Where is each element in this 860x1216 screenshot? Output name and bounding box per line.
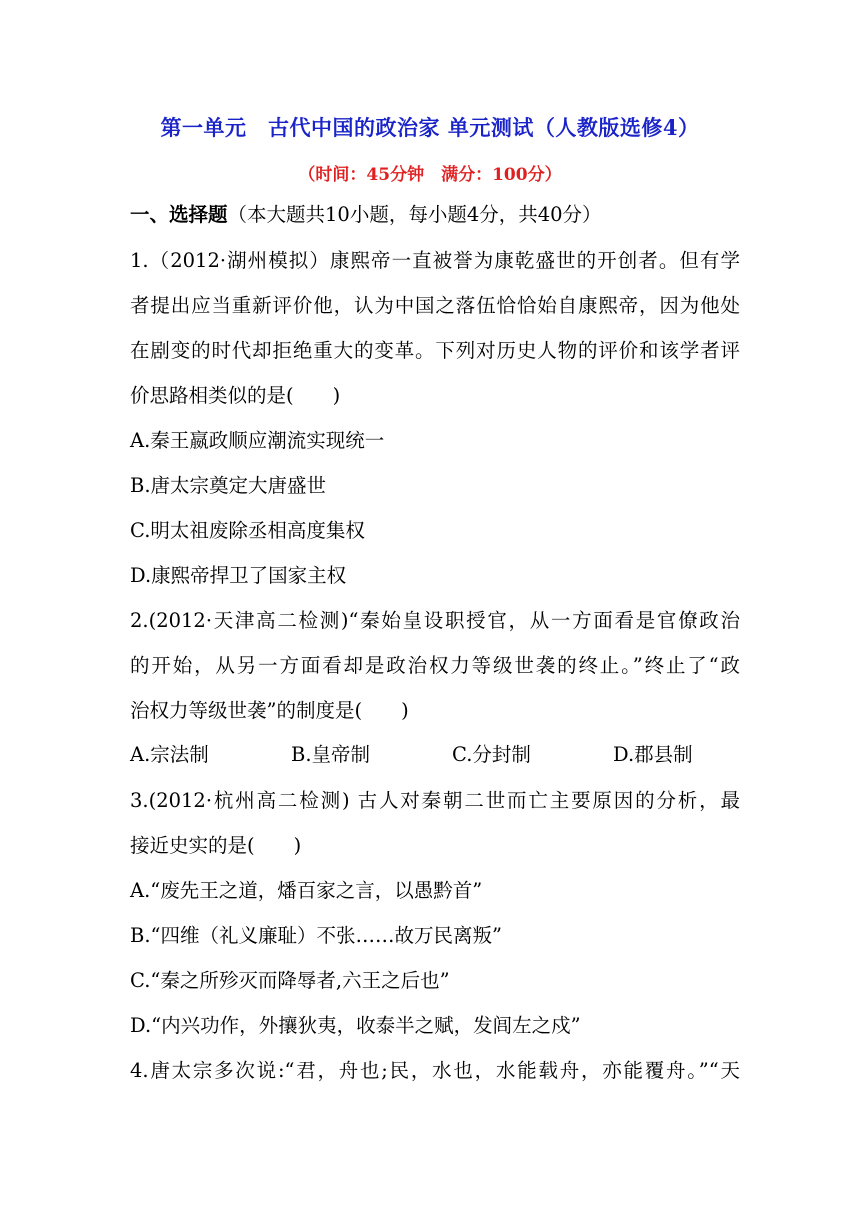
- q1-line-1: 1.（2012·湖州模拟）康熙帝一直被誉为康乾盛世的开创者。但有学: [130, 249, 740, 272]
- document-title: 第一单元 古代中国的政治家 单元测试（人教版选修4）: [160, 115, 700, 140]
- q1-line-2: 者提出应当重新评价他，认为中国之落伍恰恰始自康熙帝，因为他处: [130, 294, 740, 317]
- q3-option-b: B.“四维（礼义廉耻）不张……故万民离叛”: [130, 924, 502, 947]
- section-note: （本大题共10小题，每小题4分，共40分）: [227, 203, 602, 226]
- q1-option-a: A.秦王嬴政顺应潮流实现统一: [130, 429, 385, 452]
- q3-line-2: 接近史实的是( ): [130, 834, 302, 857]
- section-title: 一、选择题: [130, 203, 228, 226]
- q3-option-c: C.“秦之所殄灭而降辱者,六王之后也”: [130, 969, 450, 992]
- q2-option-a: A.宗法制: [130, 743, 209, 766]
- section-heading: [130, 201, 740, 229]
- q1-line-3: 在剧变的时代却拒绝重大的变革。下列对历史人物的评价和该学者评: [130, 339, 740, 362]
- q1-option-b: B.唐太宗奠定大唐盛世: [130, 474, 327, 497]
- q1-option-d: D.康熙帝捍卫了国家主权: [130, 564, 347, 587]
- q2-line-1: 2.(2012·天津高二检测)“秦始皇设职授官，从一方面看是官僚政治: [130, 609, 740, 632]
- q2-line-2: 的开始，从另一方面看却是政治权力等级世袭的终止。”终止了“政: [130, 654, 740, 677]
- q2-option-c: C.分封制: [452, 743, 531, 766]
- document-subtitle: （时间：45分钟 满分：100分）: [298, 165, 562, 185]
- q2-option-b: B.皇帝制: [291, 743, 371, 766]
- q3-option-a: A.“废先王之道，燔百家之言，以愚黔首”: [130, 879, 483, 902]
- q1-option-c: C.明太祖废除丞相高度集权: [130, 519, 365, 542]
- q2-line-3: 治权力等级世袭”的制度是( ): [130, 699, 409, 722]
- q2-option-d: D.郡县制: [613, 743, 693, 766]
- q3-option-d: D.“内兴功作，外攘狄夷，收泰半之赋，发闾左之戍”: [130, 1014, 581, 1037]
- q3-line-1: 3.(2012·杭州高二检测) 古人对秦朝二世而亡主要原因的分析，最: [130, 789, 740, 812]
- q1-line-4: 价思路相类似的是( ): [130, 384, 341, 407]
- q4-line-1: 4.唐太宗多次说:“君，舟也;民，水也，水能载舟，亦能覆舟。”“天: [130, 1059, 740, 1082]
